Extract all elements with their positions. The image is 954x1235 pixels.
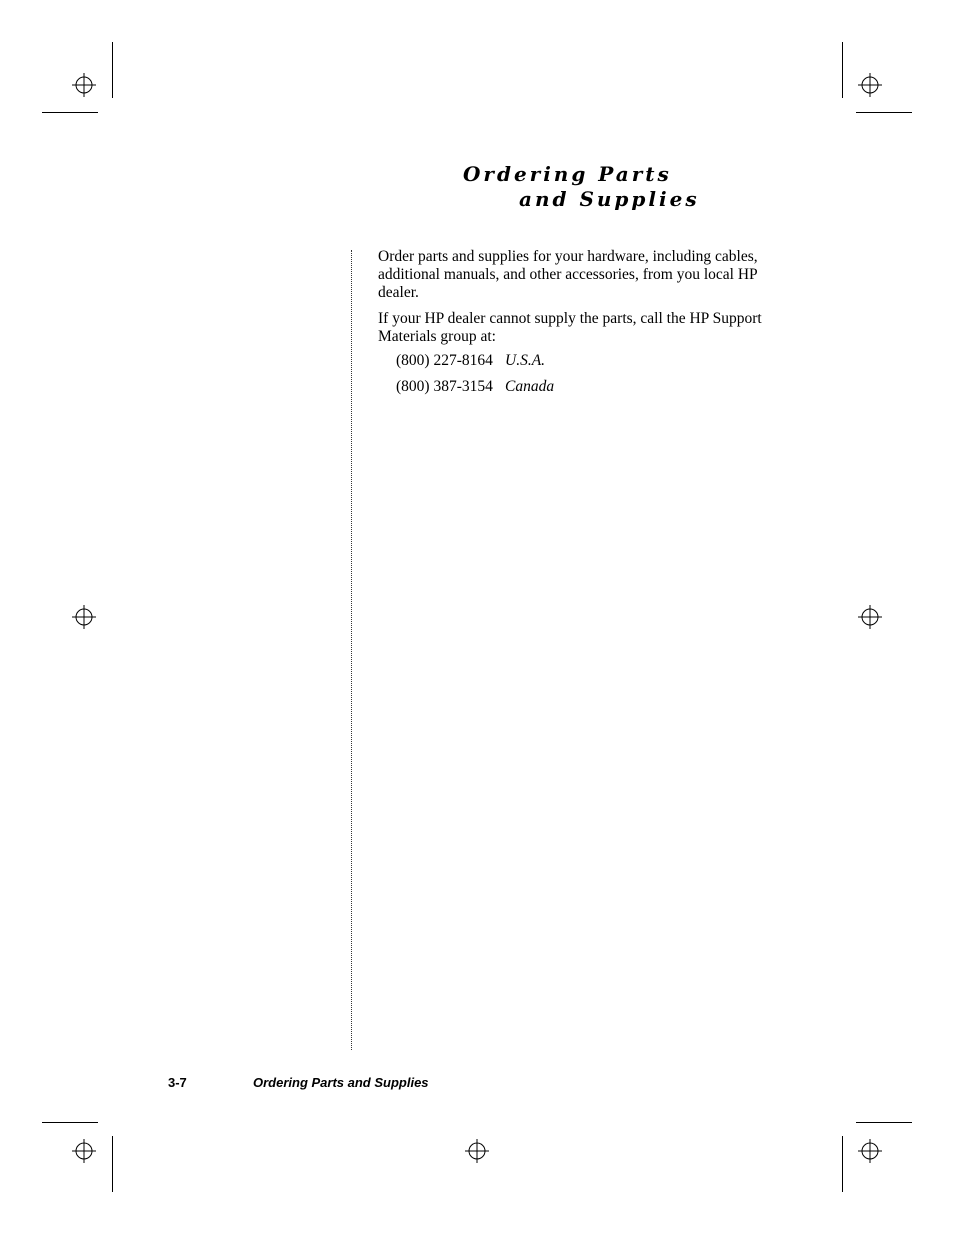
page-number: 3-7	[168, 1075, 187, 1090]
page-title-line-1: Ordering Parts	[463, 162, 672, 186]
margin-rule	[351, 250, 352, 1050]
body-text	[378, 248, 768, 354]
contact-row	[396, 378, 554, 396]
registration-mark-icon	[72, 605, 96, 629]
crop-mark	[856, 112, 912, 113]
country-label: U.S.A.	[505, 352, 546, 369]
registration-mark-icon	[858, 605, 882, 629]
crop-mark	[842, 1136, 843, 1192]
footer-section-title: Ordering Parts and Supplies	[253, 1075, 429, 1090]
registration-mark-icon	[858, 73, 882, 97]
phone-number: (800) 387-3154	[396, 378, 493, 395]
country-label: Canada	[505, 378, 555, 395]
contact-row	[396, 352, 545, 370]
crop-mark	[42, 1122, 98, 1123]
paragraph: If your HP dealer cannot supply the parts, call the HP Support Materials group at:	[378, 310, 762, 345]
crop-mark	[42, 112, 98, 113]
registration-mark-icon	[72, 73, 96, 97]
page-title-line-2: and Supplies	[519, 187, 700, 211]
crop-mark	[112, 1136, 113, 1192]
paragraph: Order parts and supplies for your hardware, including cables, additional manuals, and other accessories, from you local HP dealer.	[378, 248, 758, 301]
registration-mark-icon	[72, 1139, 96, 1163]
crop-mark	[112, 42, 113, 98]
crop-mark	[842, 42, 843, 98]
registration-mark-icon	[465, 1139, 489, 1163]
registration-mark-icon	[858, 1139, 882, 1163]
phone-number: (800) 227-8164	[396, 352, 493, 369]
crop-mark	[856, 1122, 912, 1123]
